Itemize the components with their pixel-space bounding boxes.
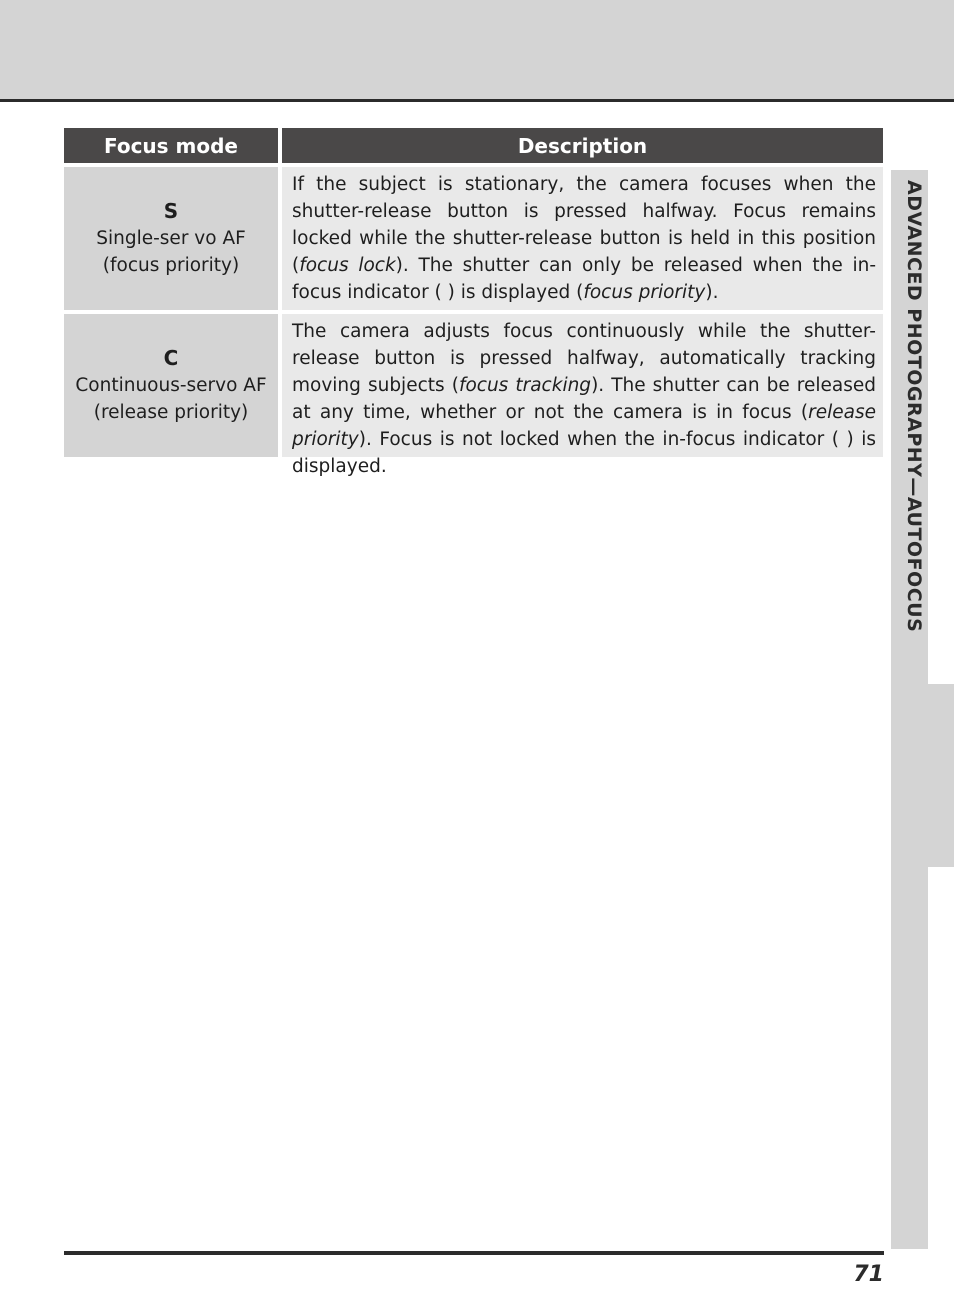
bottom-divider xyxy=(64,1251,884,1255)
description-text: If the subject is stationary, the camera focuses when the shutter-release button is pressed halfway. Focus remains locked while the shutter-release button is held in this position ( xyxy=(292,174,876,276)
side-tab-marker xyxy=(928,684,954,867)
description-term: focus tracking xyxy=(458,375,592,396)
description-text: ). xyxy=(705,282,719,303)
description-term: focus priority xyxy=(583,282,706,303)
mode-code: C xyxy=(163,345,179,370)
mode-priority: (release priority) xyxy=(93,401,249,423)
mode-name: Continuous-servo AF xyxy=(75,374,267,396)
header-focus-mode: Focus mode xyxy=(64,128,278,163)
description-text: ). The shutter can only be released when the in-focus indicator ( ) is displayed ( xyxy=(292,255,876,303)
mode-name: Single-ser vo AF xyxy=(96,227,246,249)
description-cell-continuous-servo xyxy=(282,314,883,477)
top-band xyxy=(0,0,954,100)
description-text: The camera adjusts focus continuously while the shutter-release button is pressed halfway, automatically tracking moving subjects ( xyxy=(292,321,876,396)
page-number: 71 xyxy=(853,1262,884,1287)
mode-priority: (focus priority) xyxy=(102,254,240,276)
side-tab-label: ADVANCED PHOTOGRAPHY—AUTOFOCUS xyxy=(903,180,925,633)
description-text: ). The shutter can be released at any time, whether or not the camera is in focus ( xyxy=(292,375,877,423)
mode-cell-single-servo xyxy=(64,167,278,310)
description-term: focus lock xyxy=(299,255,396,276)
description-text: ). Focus is not locked when the in-focus indicator ( ) is displayed. xyxy=(292,429,876,477)
description-cell-single-servo xyxy=(282,167,883,310)
header-description: Description xyxy=(282,128,883,163)
top-divider xyxy=(0,99,954,102)
description-term: release priority xyxy=(292,402,876,450)
mode-code: S xyxy=(163,198,179,223)
mode-cell-continuous-servo xyxy=(64,314,278,457)
